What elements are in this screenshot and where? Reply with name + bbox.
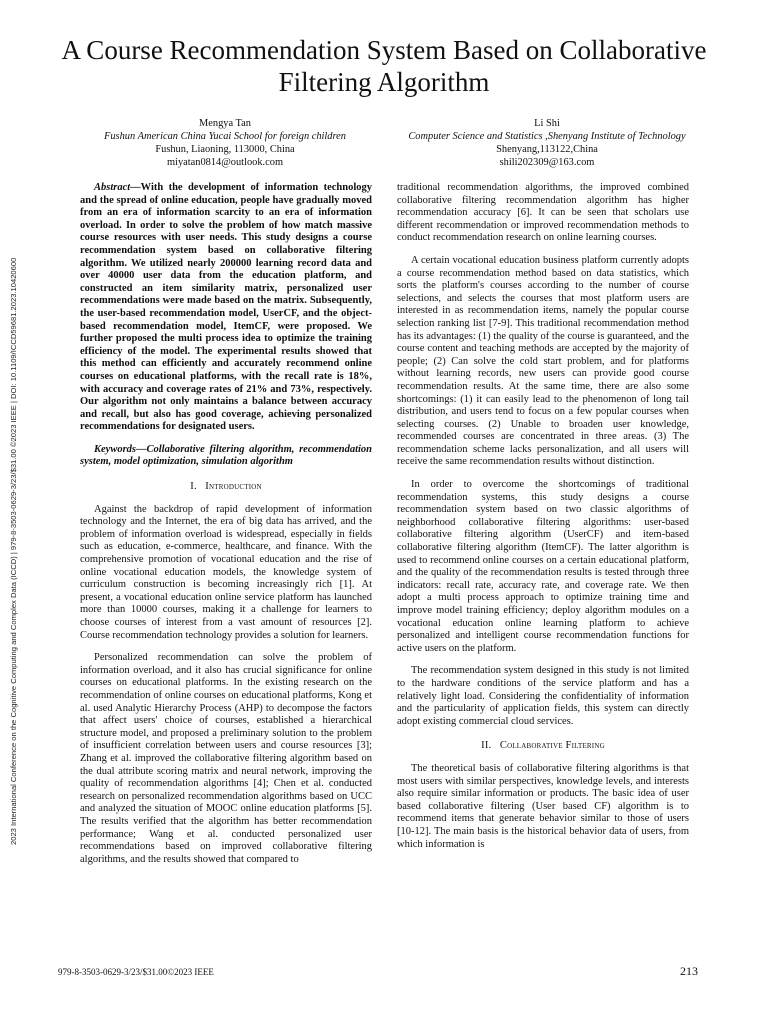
author-affiliation: Computer Science and Statistics ,Shenyang Institute of Technology	[408, 131, 686, 142]
author-address: Shenyang,113122,China	[496, 144, 598, 155]
page-title: A Course Recommendation System Based on Collaborative Filtering Algorithm	[61, 35, 707, 97]
section-number: II.	[481, 740, 492, 752]
section-title: Introduction	[205, 481, 262, 493]
author-name: Li Shi	[534, 118, 560, 129]
author-affiliation-line	[392, 130, 702, 156]
author-email: shili202309@163.com	[499, 157, 595, 168]
right-column	[397, 182, 689, 861]
page-number: 213	[680, 964, 698, 978]
author-affiliation: Fushun American China Yucai School for foreign children	[104, 131, 346, 142]
paragraph: The theoretical basis of collaborative filtering algorithms is that most users with similar perspectives, knowledge levels, and interests also require similar information or products. The basic idea of user based collaborative filtering (User based CF) algorithm is to recommend items that generate behavior similar to those of users [10-12]. The main basis is the historical behavior data of users, from which information is	[397, 762, 689, 850]
abstract	[80, 182, 372, 434]
section-heading-introduction	[80, 481, 372, 494]
section-title: Collaborative Filtering	[499, 740, 605, 752]
paragraph: A certain vocational education business platform currently adopts a course recommendation method based on data statistics, which sorts the platform's courses according to the number of course selections, and selects the courses that most platform users are interested in as recommendation items, namely the popular course selection ranking list [7-9]. This traditional recommendation method has its advantages: (1) the quality of the course is guaranteed, and the course content and teaching methods are accepted by the majority of people; (2) Can solve the cold start problem, and for platforms without learning records, new users can provide good course recommendation results. At the same time, there are also some shortcomings: (1) it can easily lead to the phenomenon of long tail distribution, and users tend to focus on a few popular courses when selecting courses. (2) Unable to broaden user knowledge, recommended courses are concentrated in three areas. (3) The recommendation scheme lacks personalization, and all users will receive the same recommendation results without distinction.	[397, 254, 689, 468]
section-number: I.	[190, 481, 197, 493]
paragraph: Against the backdrop of rapid development of information technology and the Internet, the era of big data has arrived, and the problem of information overload is widespread, especially in fields such as education, e-commerce, healthcare, and finance. With the comprehensive promotion of vocational education and the rise of online vocational education models, the knowledge system of curriculum construction is becoming increasingly rich [1]. At present, a vocational education online service platform has launched more than 10000 courses, making it a challenge for learners to choose courses of interest from a vast amount of resources [2]. Course recommendation technology provides a solution for learners.	[80, 503, 372, 641]
abstract-lead: Abstract	[94, 182, 131, 193]
author-name: Mengya Tan	[199, 118, 251, 129]
author-address: Fushun, Liaoning, 113000, China	[155, 144, 295, 155]
paragraph: Personalized recommendation can solve the problem of information overload, and it also has crucial significance for online courses on educational platforms. In the existing research on the recommendation of online courses on educational platforms, Kong et al. used Analytic Hierarchy Process (AHP) to decompose the factors that affect users' choice of courses, established a hierarchical structure model, and proposed a preliminary solution to the problem of insufficient correlation between users and course resources [3]; Zhang et al. improved the collaborative filtering algorithm based on the dual attribute scoring matrix and neural network, improving the quality of recommendation algorithms [4]; Chen et al. conducted research on personalized recommendation algorithms based on UCC and analyzed the situation of MOOC online education platforms [5]. The results verified that the algorithm has better recommendation performance; Wang et al. conducted personalized user recommendations based on improved collaborative filtering algorithms, and the results showed that compared to	[80, 652, 372, 865]
footer-isbn: 979-8-3503-0629-3/23/$31.00©2023 IEEE	[58, 967, 214, 977]
author-block-1	[60, 117, 390, 169]
conference-doi-banner: 2023 International Conference on the Cognitive Computing and Complex Data (ICCD) | 979-8-3503-0629-3/23/$31.00 ©2023 IEEE | DOI: 10.1109/ICCD59681.2023.10420600	[9, 257, 18, 845]
abstract-text: —With the development of information technology and the spread of online education, people have gradually moved from an era of information scarcity to an era of information overload. In order to solve the problem of how match massive course resources with user needs. This study designs a course recommendation system based on collaborative filtering algorithm. We utilized nearly 200000 learning record data and over 40000 user data from the education platform, and constructed an item similarity matrix, personalized user recommendations were made based on the matrix. Subsequently, the user-based recommendation model, UserCF, and the object-based recommendation model, ItemCF, were proposed. We further proposed the multi process idea to optimize the training efficiency of the model. The experimental results showed that this method can efficiently and accurately recommend online courses on educational platforms, with the recall rate is 18%, with accuracy and coverage rates of 21% and 73%, respectively. Our algorithm not only maintains a balance between accuracy and recall, but also has good coverage, achieving personalized recommendations for designated users.	[80, 182, 372, 433]
paragraph: The recommendation system designed in this study is not limited to the hardware conditions of the service platform and has a relatively light load. Considering the confidentiality of information and the particularity of application fields, this system can directly adopt existing commercial cloud services.	[397, 665, 689, 727]
section-heading-collaborative-filtering	[397, 740, 689, 753]
paragraph: In order to overcome the shortcomings of traditional recommendation systems, this study designs a course recommendation system based on two classic algorithms of neighborhood collaborative filtering algorithms: user-based collaborative filtering algorithm (UserCF) and item-based collaborative filtering algorithm (ItemCF). The latter algorithm is used to recommend online courses on a certain educational platform, and the quality of the recommendation results is tested through three indicators: recall rate, accuracy rate, and coverage rate. We then adopt a multi process approach to optimize training time and improve model training efficiency; deploy algorithm modules on a vocational education online learning platform to achieve personalized and intelligent course recommendation functions for active users on the platform.	[397, 479, 689, 654]
keywords: Keywords—Collaborative filtering algorithm, recommendation system, model optimization, simulation algorithm	[80, 443, 372, 468]
author-email: miyatan0814@outlook.com	[166, 157, 284, 168]
paragraph: traditional recommendation algorithms, the improved combined collaborative filtering recommendation algorithm has higher recommendation accuracy [6]. It can be seen that scholars use different recommendation or improved recommendation methods to conduct recommendation research on online learning courses.	[397, 182, 689, 244]
author-block-2	[392, 117, 702, 169]
left-column	[80, 182, 372, 876]
